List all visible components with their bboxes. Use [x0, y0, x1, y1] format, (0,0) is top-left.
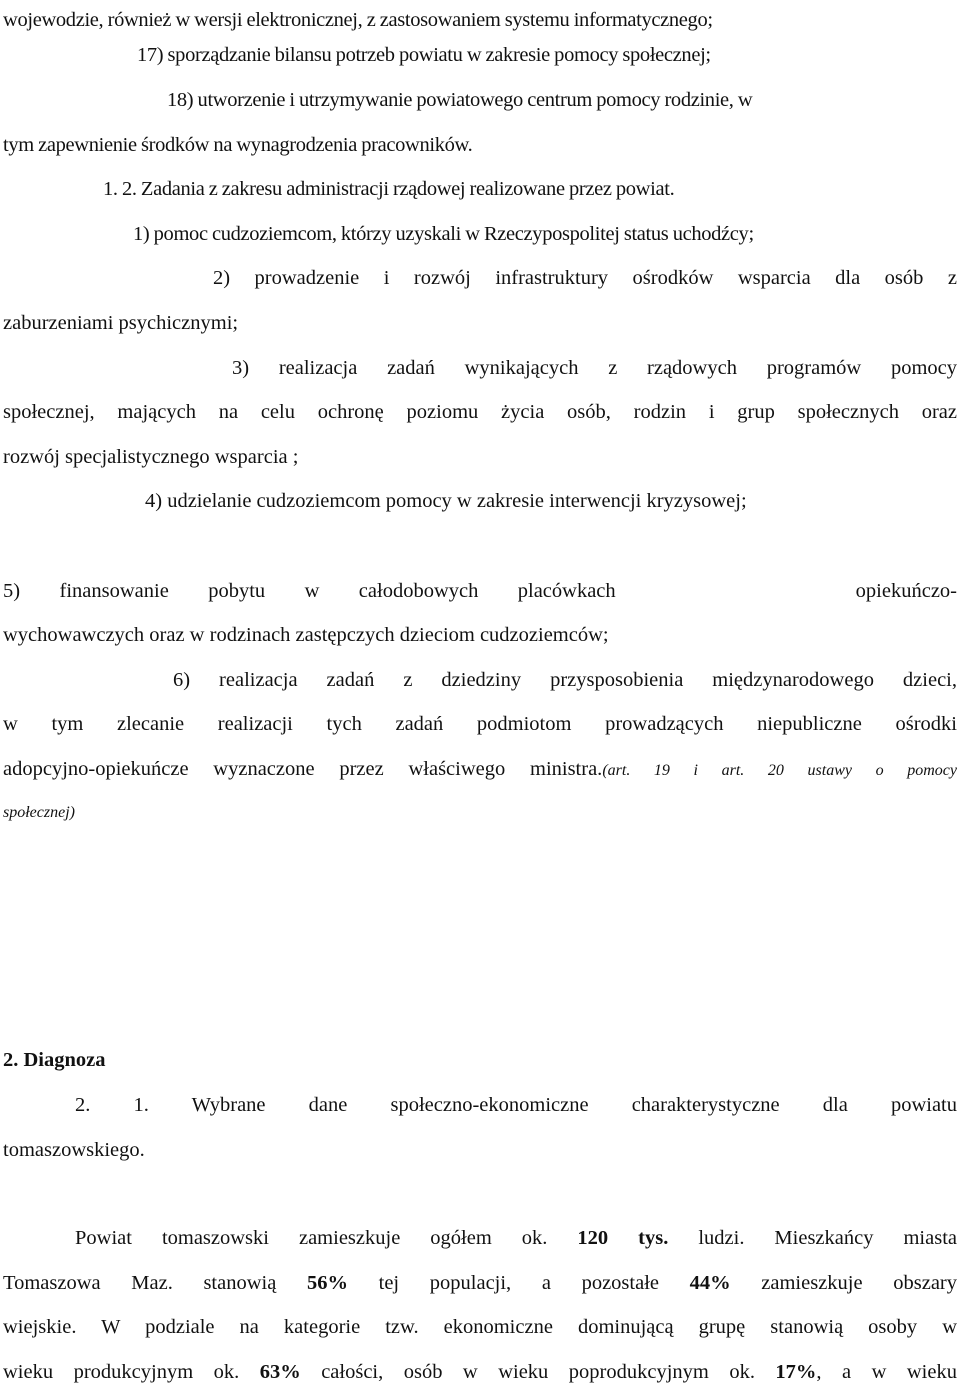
gov-task-5-hyphenated: opiekuńczo- [855, 580, 957, 602]
gov-task-3-line2: społecznej, mających na celu ochronę poziomu życia osób, rodzin i grup społecznych oraz [3, 401, 957, 423]
subsection-heading-2-1-line1: 2. 1. Wybrane dane społeczno-ekonomiczne charakterystyczne dla powiatu [75, 1094, 957, 1116]
gov-task-6-line2: w tym zlecanie realizacji tych zadań podmiotom prowadzących niepubliczne ośrodki [3, 713, 957, 735]
gov-task-3-line3: rozwój specjalistycznego wsparcia ; [3, 446, 299, 468]
text-line-previous-end: wojewodzie, również w wersji elektronicznej, z zastosowaniem systemu informatycznego; [3, 9, 713, 31]
population-line1: Powiat tomaszowski zamieszkuje ogółem ok. 120 tys. ludzi. Mieszkańcy miasta [75, 1227, 957, 1249]
gov-task-6-text: adopcyjno-opiekuńcze wyznaczone przez właściwego ministra. [3, 758, 603, 780]
population-line4: wieku produkcyjnym ok. 63% całości, osób w wieku poprodukcyjnym ok. 17%, a w wieku [3, 1361, 957, 1383]
gov-task-4: 4) udzielanie cudzoziemcom pomocy w zakresie interwencji kryzysowej; [145, 490, 747, 512]
citation-line2: społecznej) [3, 804, 75, 821]
gov-task-6-line1: 6) realizacja zadań z dziedziny przysposobienia międzynarodowego dzieci, [173, 669, 957, 691]
gov-task-2-line2: zaburzeniami psychicznymi; [3, 312, 239, 334]
gov-task-2-line1: 2) prowadzenie i rozwój infrastruktury ośrodków wsparcia dla osób z [213, 267, 957, 289]
gov-task-5-line1 [3, 571, 957, 611]
working-age-share: 63% [259, 1361, 301, 1383]
gov-task-1: 1) pomoc cudzoziemcom, którzy uzyskali w Rzeczypospolitej status uchodźcy; [133, 223, 754, 245]
list-item-17: 17) sporządzanie bilansu potrzeb powiatu w zakresie pomocy społecznej; [137, 44, 711, 66]
section-heading-2: 2. Diagnoza [3, 1049, 106, 1071]
list-item-18-line1: 18) utworzenie i utrzymywanie powiatowego centrum pomocy rodzinie, w [167, 89, 753, 111]
gov-task-6-line3 [3, 749, 957, 789]
population-line3: wiejskie. W podziale na kategorie tzw. ekonomiczne dominującą grupę stanowią osoby w [3, 1316, 957, 1338]
subsection-heading-2-1-line2: tomaszowskiego. [3, 1139, 145, 1161]
population-line2: Tomaszowa Maz. stanowią 56% tej populacji, a pozostałe 44% zamieszkuje obszary [3, 1272, 957, 1294]
section-heading-1-2: 1. 2. Zadania z zakresu administracji rządowej realizowane przez powiat. [103, 178, 675, 200]
citation: (art. 19 i art. 20 ustawy o pomocy [602, 762, 957, 779]
rural-share: 44% [689, 1272, 731, 1294]
gov-task-5-text: 5) finansowanie pobytu w całodobowych placówkach [3, 580, 616, 602]
population-total: 120 tys. [577, 1227, 669, 1249]
list-item-18-line2: tym zapewnienie środków na wynagrodzenia pracowników. [3, 134, 473, 156]
gov-task-5-line2: wychowawczych oraz w rodzinach zastępczych dzieciom cudzoziemców; [3, 624, 609, 646]
urban-share: 56% [306, 1272, 348, 1294]
gov-task-3-line1: 3) realizacja zadań wynikających z rządowych programów pomocy [232, 357, 957, 379]
post-working-age-share: 17% [775, 1361, 817, 1383]
